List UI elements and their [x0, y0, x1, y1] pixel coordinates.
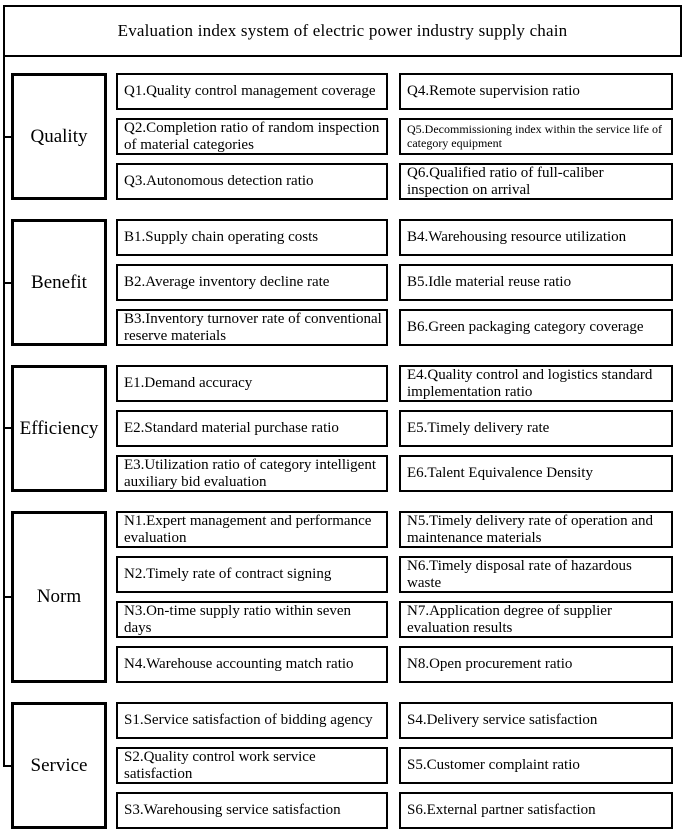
section-quality	[11, 73, 673, 200]
section-efficiency	[11, 365, 673, 492]
diagram-title: Evaluation index system of electric power industry supply chain	[3, 5, 682, 57]
indicator-n8: N8.Open procurement ratio	[399, 646, 673, 683]
indicator-n6: N6.Timely disposal rate of hazardous waste	[399, 556, 673, 593]
section-norm	[11, 511, 673, 683]
quality-row-3	[116, 163, 673, 200]
efficiency-row-1	[116, 365, 673, 402]
indicator-q1: Q1.Quality control management coverage	[116, 73, 388, 110]
indicator-b2: B2.Average inventory decline rate	[116, 264, 388, 301]
service-row-3	[116, 792, 673, 829]
connector-trunk-line	[3, 57, 5, 767]
indicator-s4: S4.Delivery service satisfaction	[399, 702, 673, 739]
indicator-n4: N4.Warehouse accounting match ratio	[116, 646, 388, 683]
indicator-b4: B4.Warehousing resource utilization	[399, 219, 673, 256]
indicator-s5: S5.Customer complaint ratio	[399, 747, 673, 784]
efficiency-row-3	[116, 455, 673, 492]
indicator-n3: N3.On-time supply ratio within seven days	[116, 601, 388, 638]
indicator-b5: B5.Idle material reuse ratio	[399, 264, 673, 301]
service-indicator-rows	[116, 702, 673, 829]
quality-indicator-rows	[116, 73, 673, 200]
norm-row-3	[116, 601, 673, 638]
category-box-quality: Quality	[11, 73, 107, 200]
sections-container	[11, 73, 673, 829]
indicator-n2: N2.Timely rate of contract signing	[116, 556, 388, 593]
indicator-e4: E4.Quality control and logistics standard implementation ratio	[399, 365, 673, 402]
indicator-n7: N7.Application degree of supplier evaluation results	[399, 601, 673, 638]
benefit-indicator-rows	[116, 219, 673, 346]
indicator-b3: B3.Inventory turnover rate of conventional reserve materials	[116, 309, 388, 346]
indicator-q4: Q4.Remote supervision ratio	[399, 73, 673, 110]
category-box-norm: Norm	[11, 511, 107, 683]
indicator-e5: E5.Timely delivery rate	[399, 410, 673, 447]
indicator-e2: E2.Standard material purchase ratio	[116, 410, 388, 447]
efficiency-row-2	[116, 410, 673, 447]
indicator-s2: S2.Quality control work service satisfaction	[116, 747, 388, 784]
indicator-s1: S1.Service satisfaction of bidding agency	[116, 702, 388, 739]
benefit-row-1	[116, 219, 673, 256]
norm-indicator-rows	[116, 511, 673, 683]
indicator-b1: B1.Supply chain operating costs	[116, 219, 388, 256]
section-service	[11, 702, 673, 829]
indicator-q5: Q5.Decommissioning index within the service life of category equipment	[399, 118, 673, 155]
category-box-benefit: Benefit	[11, 219, 107, 346]
category-box-efficiency: Efficiency	[11, 365, 107, 492]
indicator-q6: Q6.Qualified ratio of full-caliber inspection on arrival	[399, 163, 673, 200]
indicator-b6: B6.Green packaging category coverage	[399, 309, 673, 346]
indicator-n5: N5.Timely delivery rate of operation and maintenance materials	[399, 511, 673, 548]
service-row-2	[116, 747, 673, 784]
indicator-e1: E1.Demand accuracy	[116, 365, 388, 402]
section-benefit	[11, 219, 673, 346]
indicator-q2: Q2.Completion ratio of random inspection of material categories	[116, 118, 388, 155]
indicator-s6: S6.External partner satisfaction	[399, 792, 673, 829]
norm-row-1	[116, 511, 673, 548]
category-box-service: Service	[11, 702, 107, 829]
indicator-e6: E6.Talent Equivalence Density	[399, 455, 673, 492]
indicator-n1: N1.Expert management and performance evaluation	[116, 511, 388, 548]
service-row-1	[116, 702, 673, 739]
efficiency-indicator-rows	[116, 365, 673, 492]
indicator-s3: S3.Warehousing service satisfaction	[116, 792, 388, 829]
quality-row-2	[116, 118, 673, 155]
indicator-q3: Q3.Autonomous detection ratio	[116, 163, 388, 200]
benefit-row-2	[116, 264, 673, 301]
quality-row-1	[116, 73, 673, 110]
norm-row-4	[116, 646, 673, 683]
benefit-row-3	[116, 309, 673, 346]
norm-row-2	[116, 556, 673, 593]
indicator-e3: E3.Utilization ratio of category intelligent auxiliary bid evaluation	[116, 455, 388, 492]
